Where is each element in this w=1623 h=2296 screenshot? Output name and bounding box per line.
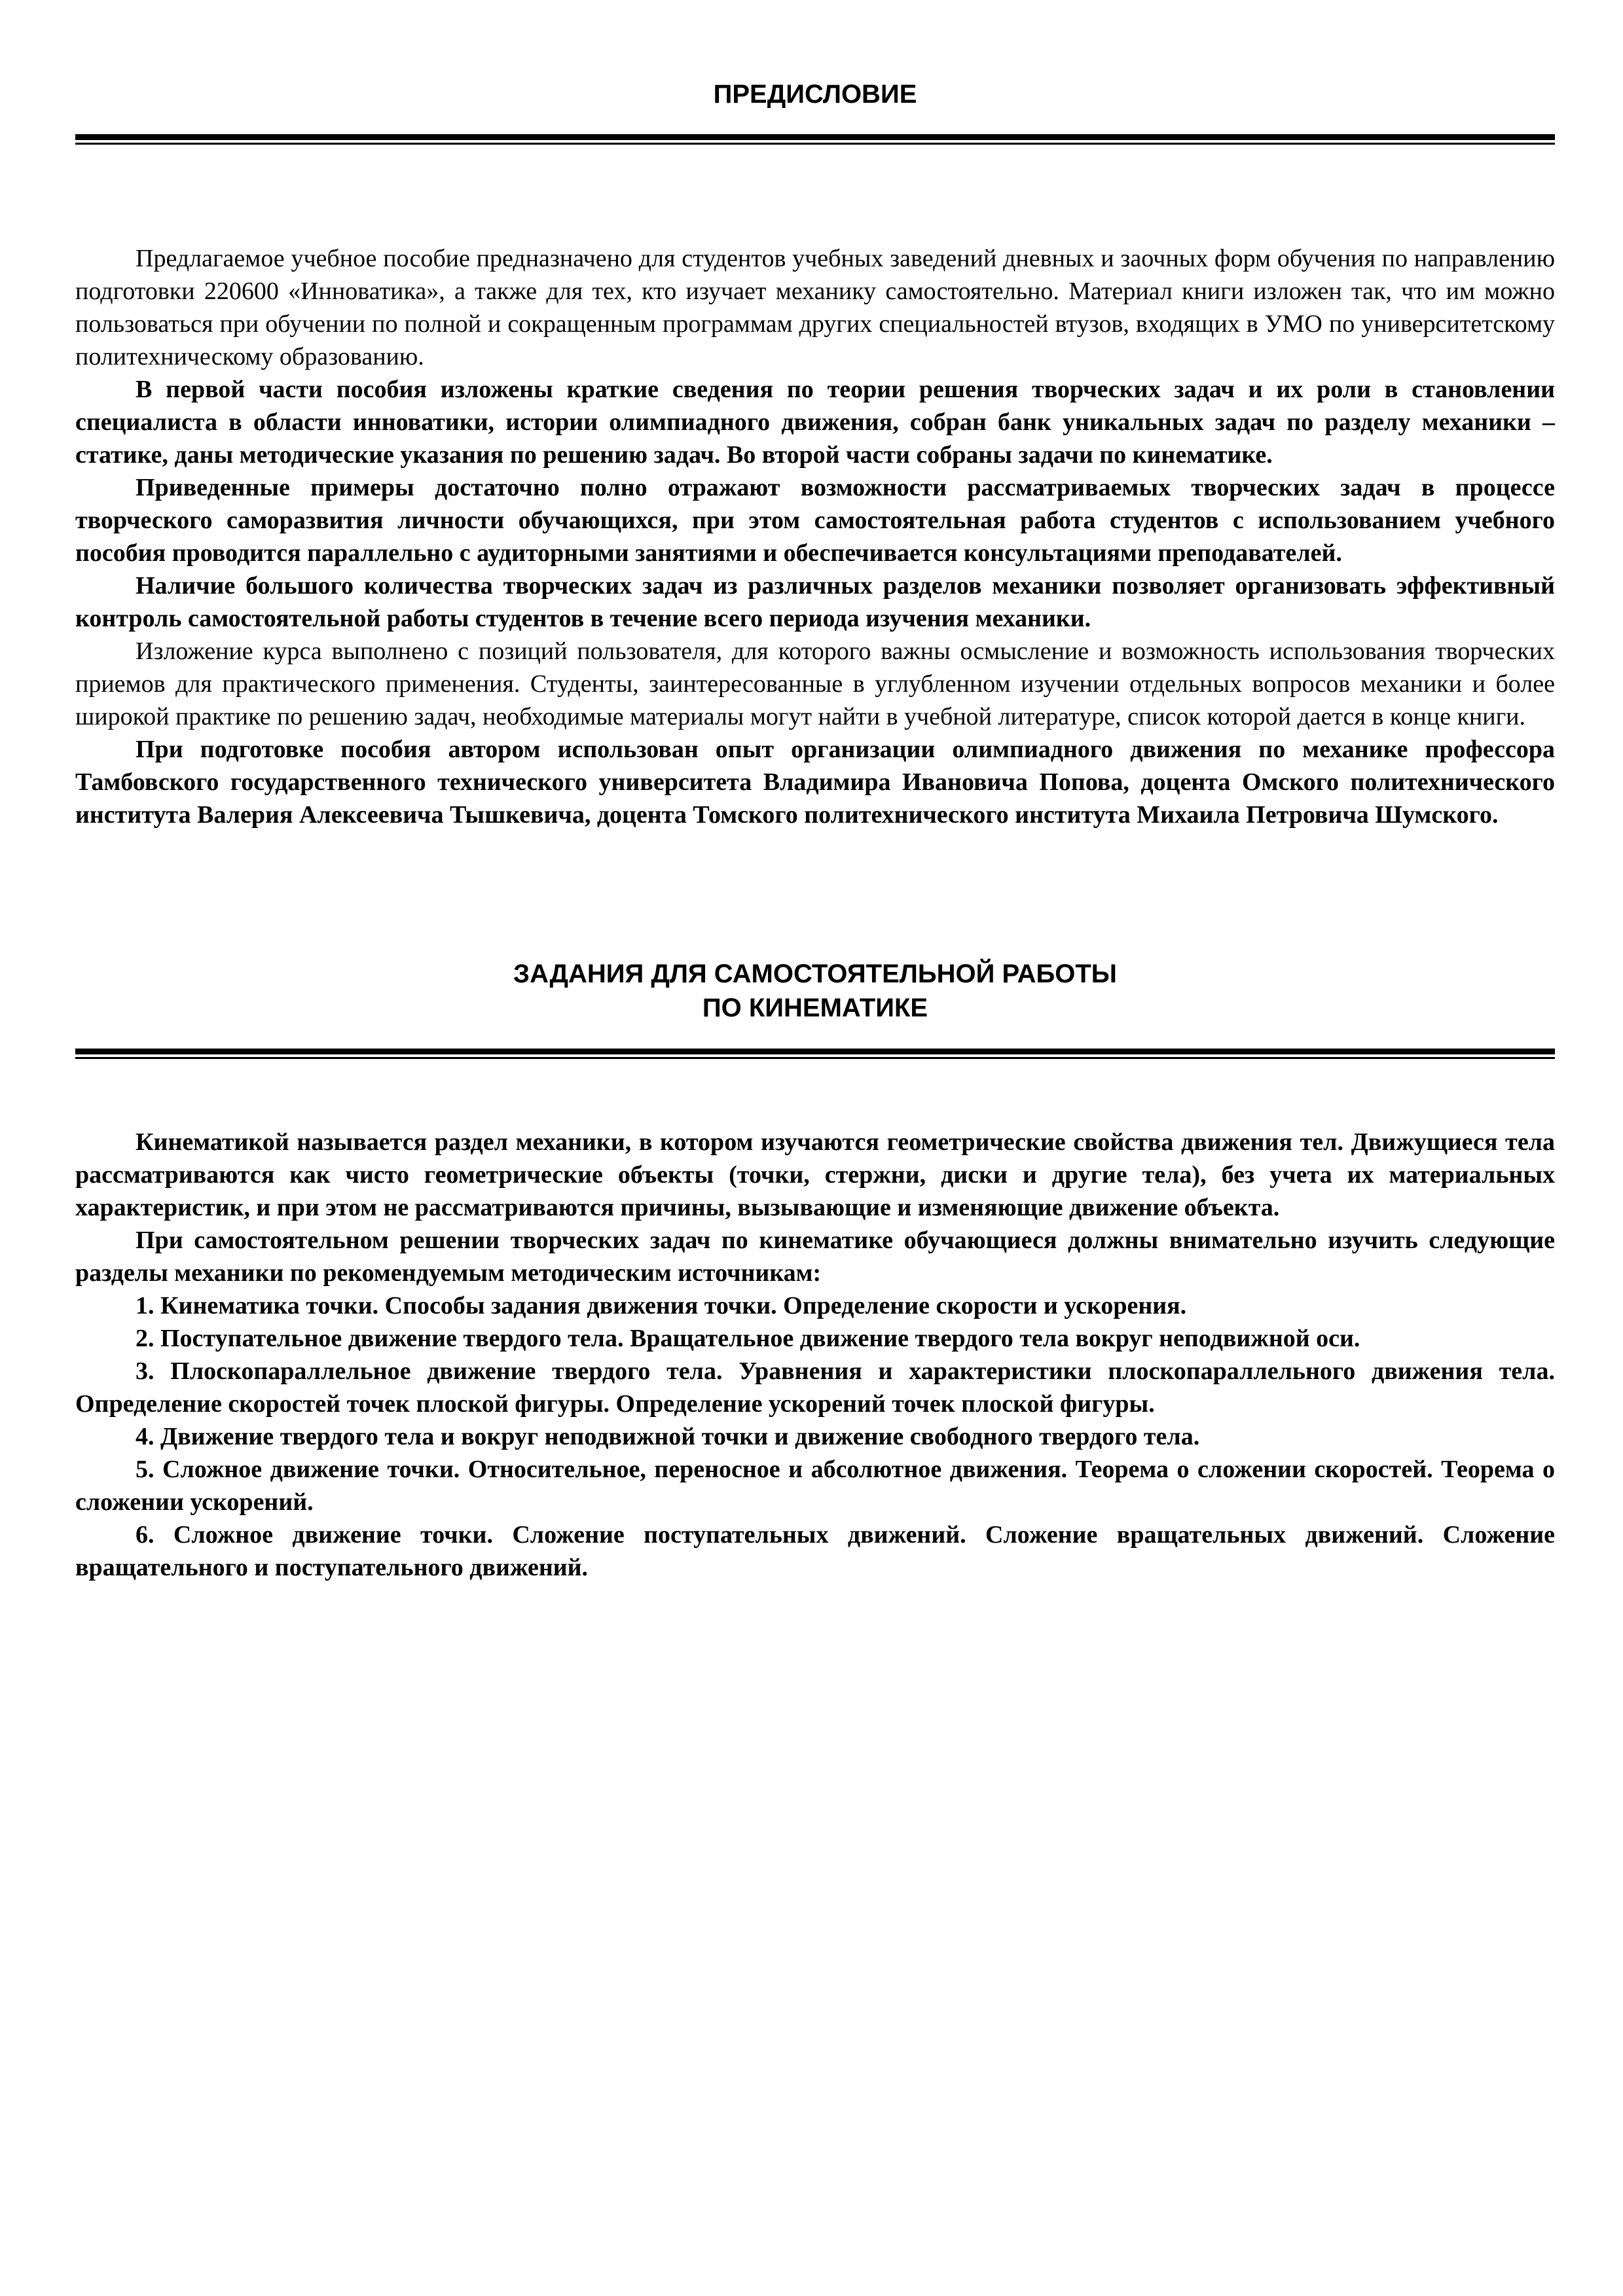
list-item: 3. Плоскопараллельное движение твердого тела. Уравнения и характеристики плоскопараллельного движения тела. Определение скоростей точек плоской фигуры. Определение ускорений точек плоской фигуры. — [75, 1357, 1555, 1418]
section-title-kinematics-line1: ЗАДАНИЯ ДЛЯ САМОСТОЯТЕЛЬНОЙ РАБОТЫ — [513, 960, 1117, 988]
paragraph: При подготовке пособия автором использован опыт организации олимпиадного движения по механике профессора Тамбовского государственного технического университета Владимира Ивановича Попова, доцента Омского политехнического института Валерия Алексеевича Тышкевича, доцента Томского политехнического института Михаила Петровича Шумского. — [75, 736, 1555, 829]
title-rule — [75, 134, 1555, 145]
paragraph: Наличие большого количества творческих задач из различных разделов механики позволяет организовать эффективный контроль самостоятельной работы студентов в течение всего периода изучения механики. — [75, 572, 1555, 632]
title-rule — [75, 1049, 1555, 1059]
preface-text — [75, 242, 1555, 831]
list-item: 2. Поступательное движение твердого тела. Вращательное движение твердого тела вокруг неподвижной оси. — [136, 1325, 1360, 1352]
list-item: 1. Кинематика точки. Способы задания движения точки. Определение скорости и ускорения. — [136, 1292, 1187, 1319]
list-item: 6. Сложное движение точки. Сложение поступательных движений. Сложение вращательных движений. Сложение вращательного и поступательного движений. — [75, 1521, 1555, 1581]
paragraph: Предлагаемое учебное пособие предназначено для студентов учебных заведений дневных и заочных форм обучения по направлению подготовки 220600 «Инноватика», а также для тех, кто изучает механику самостоятельно. Материал книги изложен так, что им можно пользоваться при обучении по полной и сокращенным программам других специальностей втузов, входящих в УМО по университетскому политехническому образованию. — [75, 245, 1555, 370]
paragraph: Кинематикой называется раздел механики, в котором изучаются геометрические свойства движения тел. Движущиеся тела рассматриваются как чисто геометрические объекты (точки, стержни, диски и другие тела), без учета их материальных характеристик, и при этом не рассматриваются причины, вызывающие и изменяющие движение объекта. — [75, 1128, 1555, 1221]
section-title-kinematics-line2: ПО КИНЕМАТИКЕ — [702, 994, 928, 1022]
paragraph: Приведенные примеры достаточно полно отражают возможности рассматриваемых творческих задач в процессе творческого саморазвития личности обучающихся, при этом самостоятельная работа студентов с использованием учебного пособия проводится параллельно с аудиторными занятиями и обеспечивается консультациями преподавателей. — [75, 474, 1555, 567]
paragraph: При самостоятельном решении творческих задач по кинематике обучающиеся должны внимательно изучить следующие разделы механики по рекомендуемым методическим источникам: — [75, 1227, 1555, 1287]
list-item: 4. Движение твердого тела и вокруг неподвижной точки и движение свободного твердого тела. — [136, 1423, 1200, 1450]
paragraph: В первой части пособия изложены краткие сведения по теории решения творческих задач и их роли в становлении специалиста в области инноватики, истории олимпиадного движения, собран банк уникальных задач по разделу механики – статике, даны методические указания по решению задач. Во второй части собраны задачи по кинематике. — [75, 376, 1555, 469]
section-title-preface: ПРЕДИСЛОВИЕ — [713, 80, 917, 109]
paragraph: Изложение курса выполнено с позиций пользователя, для которого важны осмысление и возможность использования творческих приемов для практического применения. Студенты, заинтересованные в углубленном изучении отдельных вопросов механики и более широкой практике по решению задач, необходимые материалы могут найти в учебной литературе, список которой дается в конце книги. — [75, 637, 1555, 730]
list-item: 5. Сложное движение точки. Относительное, переносное и абсолютное движения. Теорема о сложении скоростей. Теорема о сложении ускорений. — [75, 1456, 1555, 1516]
kinematics-text — [75, 1126, 1555, 1584]
